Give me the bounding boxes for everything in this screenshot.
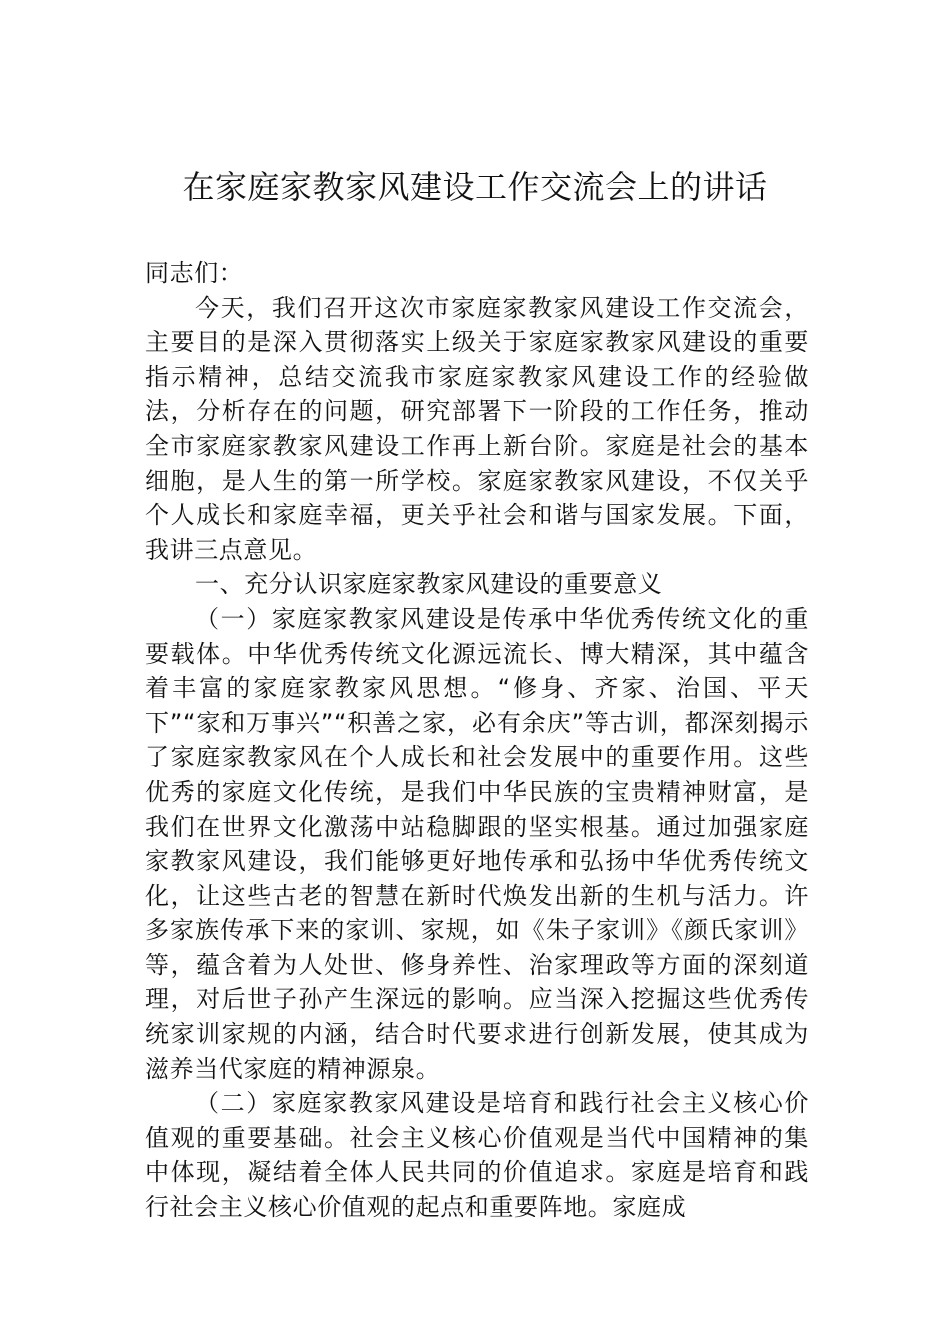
document-body — [145, 256, 809, 1225]
salutation: 同志们： — [145, 259, 244, 287]
paragraph-subsection-1: （一）家庭家教家风建设是传承中华优秀传统文化的重要载体。中华优秀传统文化源远流长、博大精深，其中蕴含着丰富的家庭家教家风思想。“修身、齐家、治国、平天下”“家和万事兴”“积善之家，必有余庆”等古训，都深刻揭示了家庭家教家风在个人成长和社会发展中的重要作用。这些优秀的家庭文化传统，是我们中华民族的宝贵精神财富，是我们在世界文化激荡中站稳脚跟的坚实根基。通过加强家庭家教家风建设，我们能够更好地传承和弘扬中华优秀传统文化，让这些古老的智慧在新时代焕发出新的生机与活力。许多家族传承下来的家训、家规，如《朱子家训》《颜氏家训》等，蕴含着为人处世、修身养性、治家理政等方面的深刻道理，对后世子孙产生深远的影响。应当深入挖掘这些优秀传统家训家规的内涵，结合时代要求进行创新发展，使其成为滋养当代家庭的精神源泉。 — [145, 604, 809, 1083]
paragraph-intro: 今天，我们召开这次市家庭家教家风建设工作交流会，主要目的是深入贯彻落实上级关于家庭家教家风建设的重要指示精神，总结交流我市家庭家教家风建设工作的经验做法，分析存在的问题，研究部署下一阶段的工作任务，推动全市家庭家教家风建设工作再上新台阶。家庭是社会的基本细胞，是人生的第一所学校。家庭家教家风建设，不仅关乎个人成长和家庭幸福，更关乎社会和谐与国家发展。下面，我讲三点意见。 — [145, 293, 809, 564]
paragraph-subsection-2: （二）家庭家教家风建设是培育和践行社会主义核心价值观的重要基础。社会主义核心价值观是当代中国精神的集中体现，凝结着全体人民共同的价值追求。家庭是培育和践行社会主义核心价值观的起点和重要阵地。家庭成 — [145, 1089, 809, 1222]
document-title: 在家庭家教家风建设工作交流会上的讲话 — [182, 168, 768, 206]
section-heading-1: 一、充分认识家庭家教家风建设的重要意义 — [195, 570, 663, 599]
